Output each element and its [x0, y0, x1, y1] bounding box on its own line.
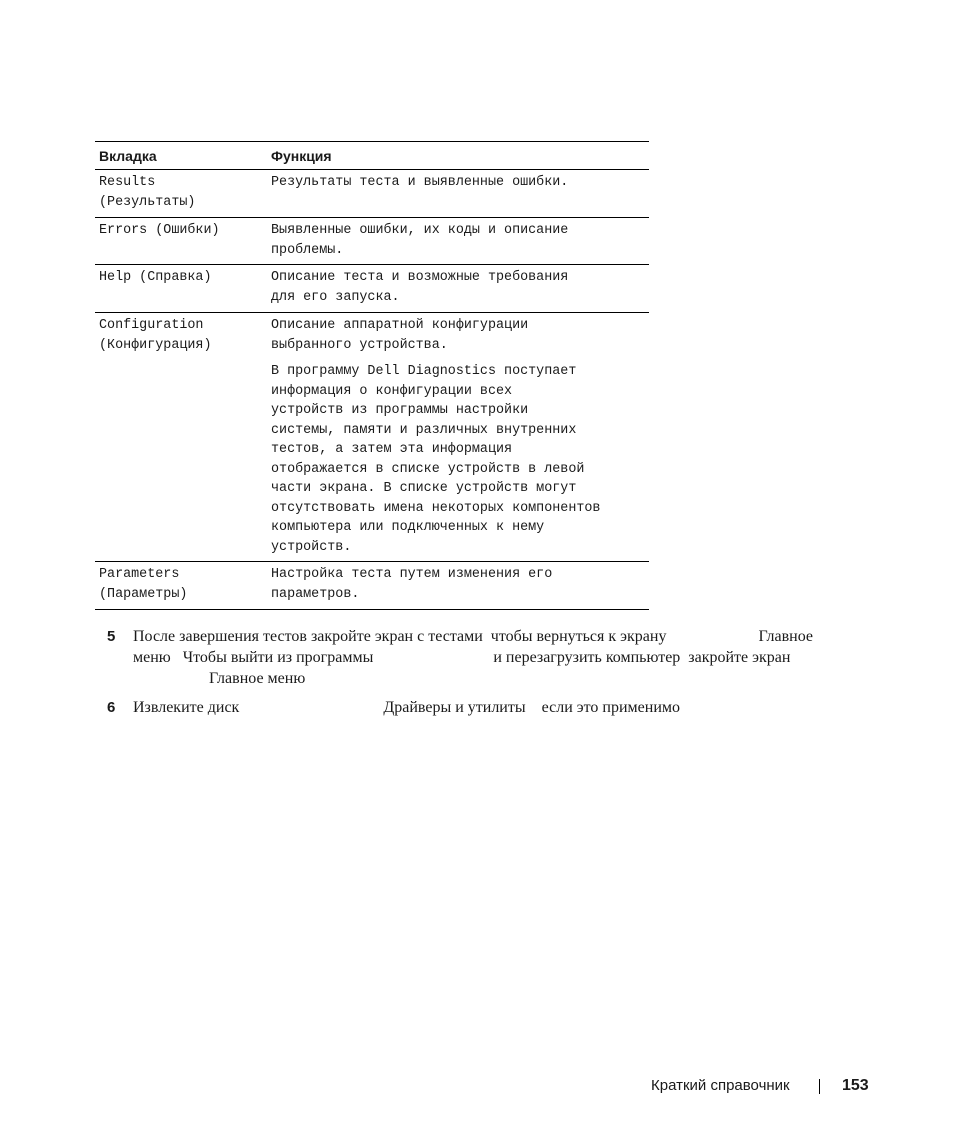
page-number: 153: [842, 1077, 869, 1094]
tab-cell: Parameters (Параметры): [99, 567, 188, 602]
diagnostics-tabs-table: [95, 141, 649, 610]
table-header-row: [95, 142, 649, 170]
function-cell: Описание теста и возможные требования для его запуска.: [271, 270, 569, 305]
header-tab: Вкладка: [99, 148, 157, 164]
tab-cell: Results (Результаты): [99, 175, 196, 210]
step-number: 6: [107, 699, 116, 716]
step-number: 5: [107, 628, 116, 645]
step-text-line: Главное меню: [133, 670, 306, 687]
footer-section-title: Краткий справочник: [651, 1077, 790, 1094]
tab-cell: Help (Справка): [99, 270, 212, 285]
table-row: [95, 313, 649, 562]
step-text-line: Извлеките диск Драйверы и утилиты если это применимо: [133, 699, 681, 716]
footer-divider: [819, 1079, 820, 1094]
tab-cell: Configuration (Конфигурация): [99, 318, 212, 353]
table-row: [95, 170, 649, 218]
function-cell: Результаты теста и выявленные ошибки.: [271, 175, 569, 190]
table-row: [95, 562, 649, 610]
function-cell: Настройка теста путем изменения его параметров.: [271, 567, 553, 602]
function-cell: Описание аппаратной конфигурации выбранного устройства.: [271, 318, 529, 353]
step-text-line: После завершения тестов закройте экран с тестами чтобы вернуться к экрану Главное: [133, 628, 814, 645]
step-text-line: меню Чтобы выйти из программы и перезагрузить компьютер закройте экран: [133, 649, 791, 666]
tab-cell: Errors (Ошибки): [99, 223, 220, 238]
function-cell: Выявленные ошибки, их коды и описание проблемы.: [271, 223, 569, 258]
table-row: [95, 265, 649, 313]
function-cell-extra: В программу Dell Diagnostics поступает информация о конфигурации всех устройств из программы настройки системы, памяти и различных внутренних тестов, а затем эта информация отображается в списке устройств в левой части экрана. В списке устройств могут отсутствовать имена некоторых компонентов компьютера или подключенных к нему устройств.: [271, 364, 601, 555]
header-function: Функция: [271, 148, 332, 164]
table-row: [95, 218, 649, 265]
